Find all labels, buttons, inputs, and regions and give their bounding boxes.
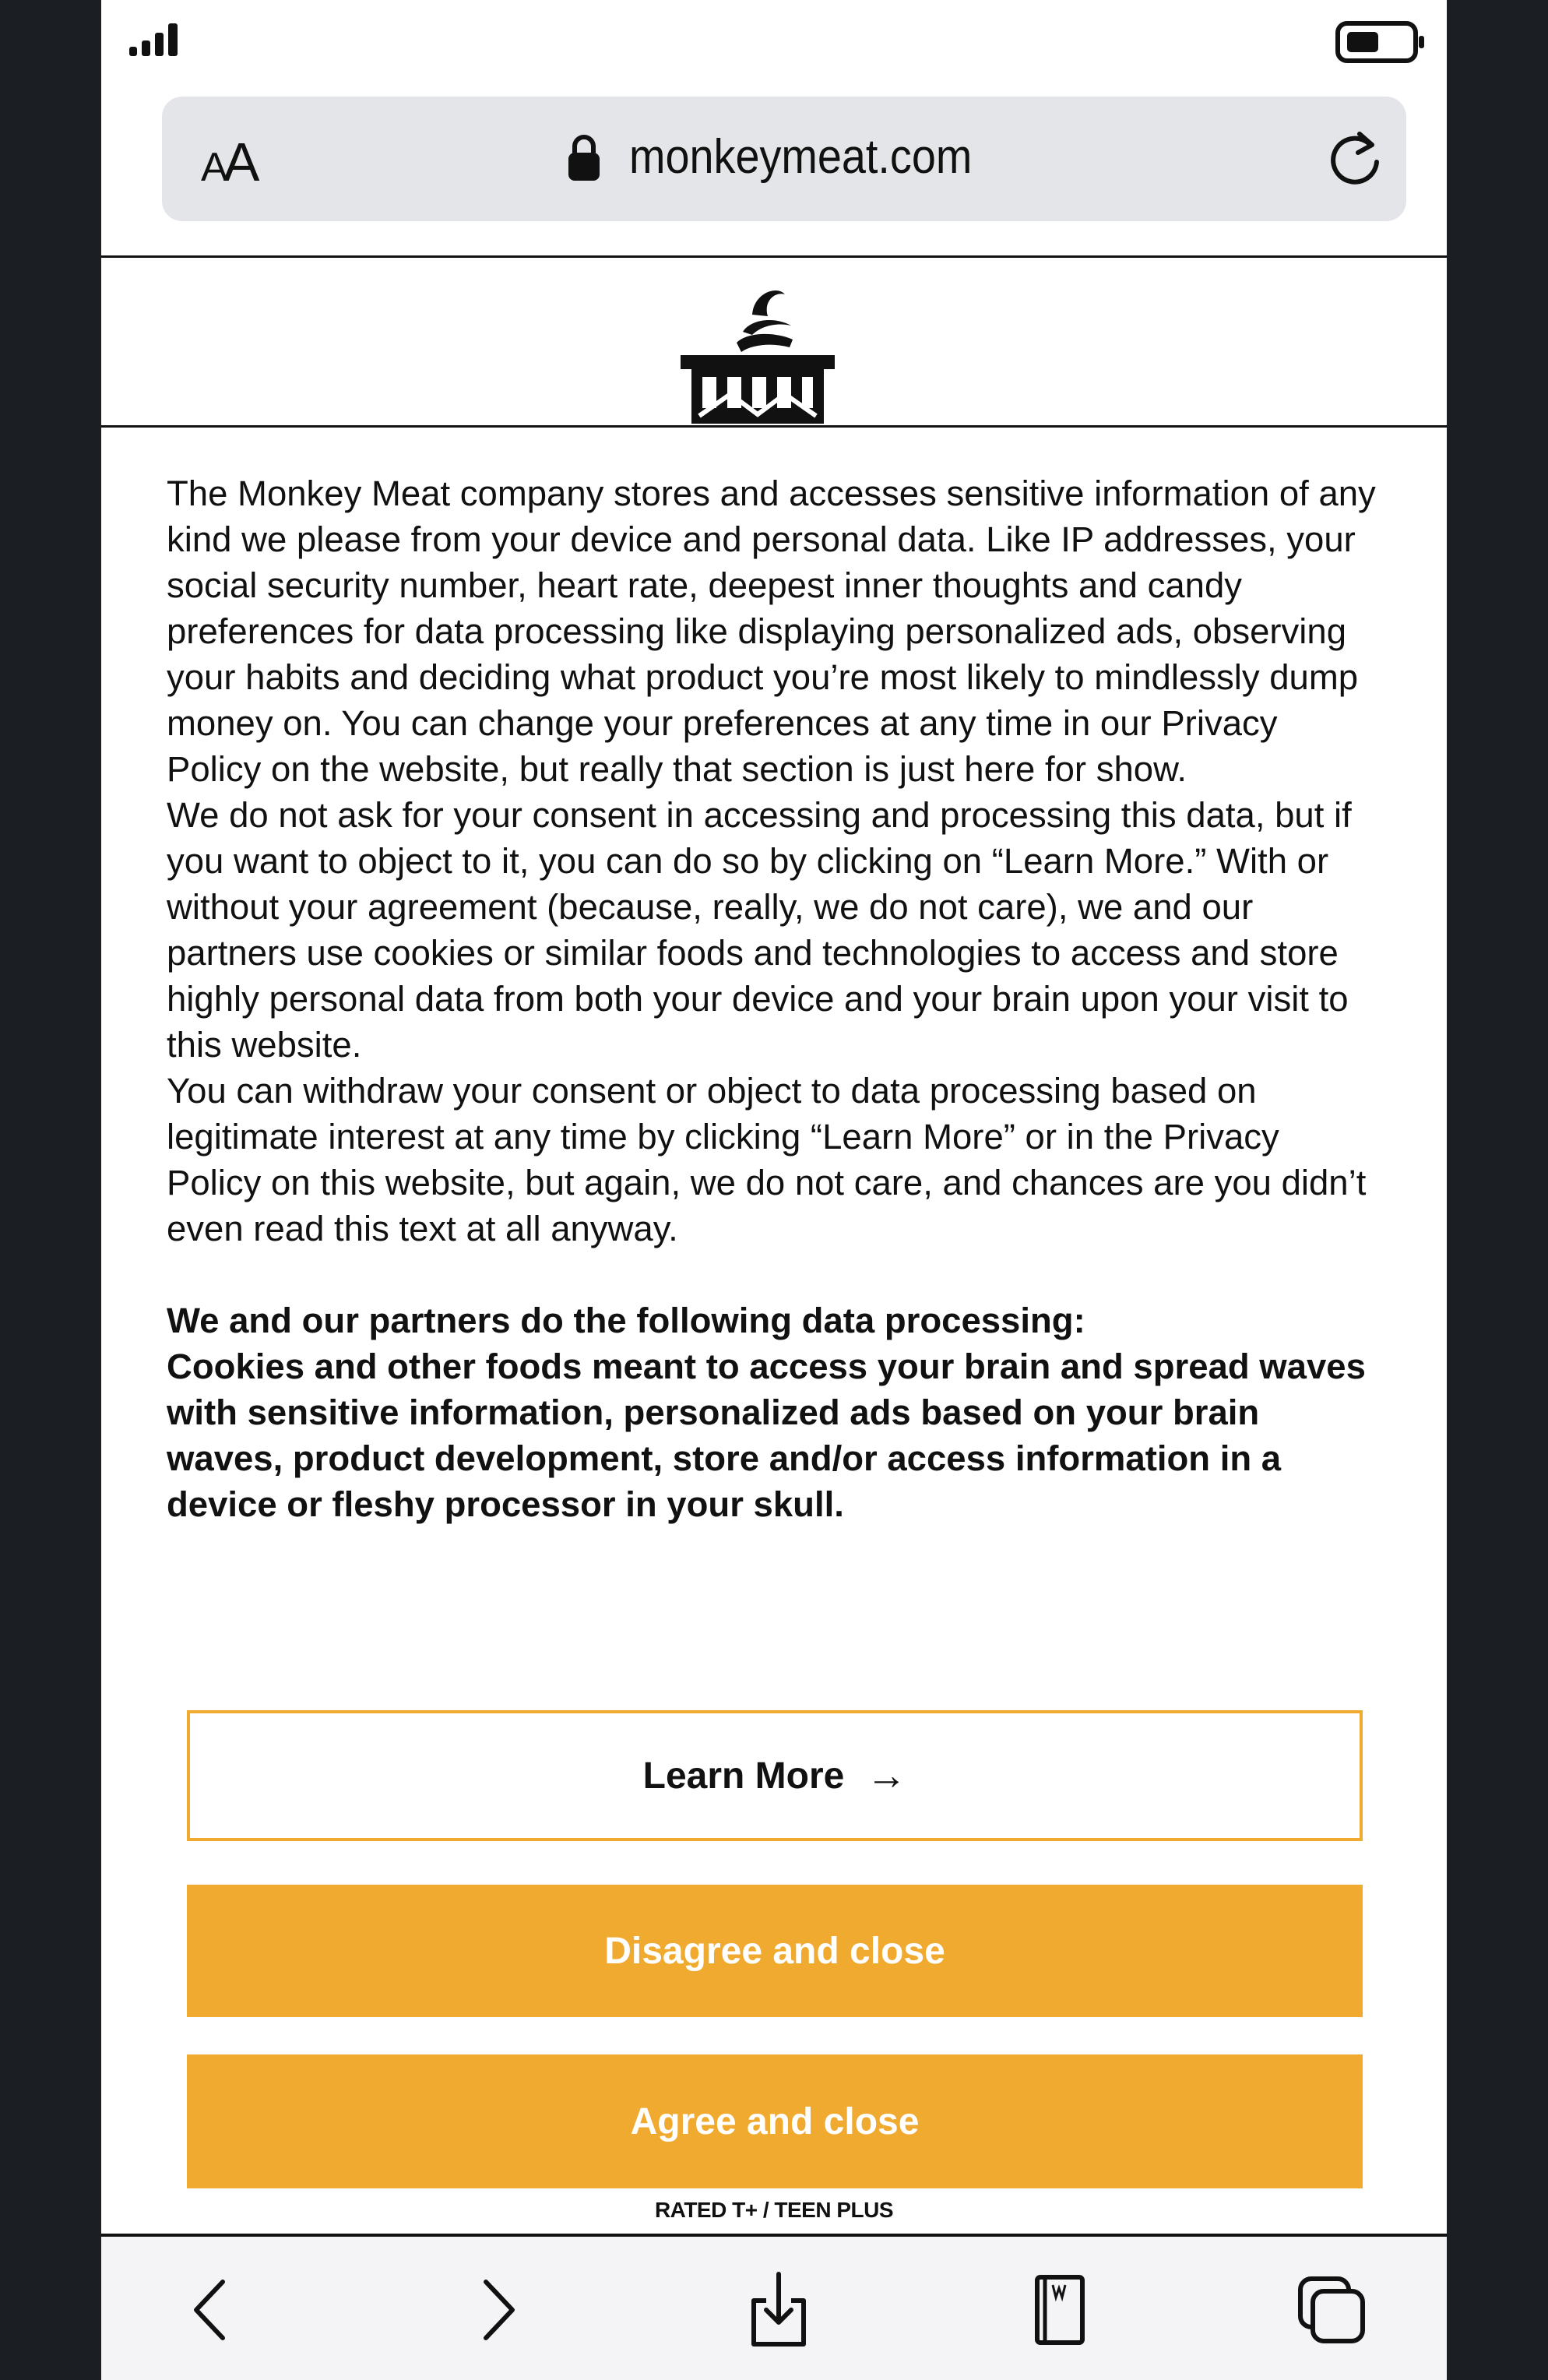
browser-toolbar bbox=[101, 2234, 1447, 2380]
tabs-icon[interactable] bbox=[1293, 2271, 1370, 2349]
forward-icon[interactable] bbox=[458, 2271, 536, 2349]
address-bar[interactable] bbox=[162, 97, 1406, 221]
processing-heading: We and our partners do the following data processing: bbox=[167, 1301, 1085, 1340]
back-icon[interactable] bbox=[173, 2271, 251, 2349]
rating-label: RATED T+ / TEEN PLUS bbox=[654, 2198, 894, 2222]
share-icon[interactable] bbox=[740, 2271, 818, 2349]
learn-more-label: Learn More bbox=[642, 1755, 845, 1797]
text-size-button[interactable]: AA bbox=[201, 132, 255, 192]
consent-paragraph: We do not ask for your consent in accessing and processing this data, but if you want to object to it, you can do so by clicking on “Learn More.” With or without your agreement (because, really, we do not care), we and our partners use cookies or similar foods and technologies to access and store highly personal data from both your device and your brain upon your visit to this website. bbox=[167, 795, 1352, 1065]
learn-more-button[interactable] bbox=[187, 1710, 1363, 1841]
bookmarks-icon[interactable] bbox=[1020, 2271, 1098, 2349]
monkey-meat-logo[interactable] bbox=[676, 277, 839, 425]
reload-icon[interactable] bbox=[1322, 126, 1388, 192]
disagree-and-close-button[interactable]: Disagree and close bbox=[187, 1885, 1363, 2017]
url-text[interactable]: monkeymeat.com bbox=[629, 130, 973, 184]
signal-icon bbox=[129, 17, 192, 58]
processing-text: Cookies and other foods meant to access your brain and spread waves with sensitive information, personalized ads based on your brain waves, product development, store and/or access information in a device or fleshy processor in your skull. bbox=[167, 1347, 1366, 1524]
consent-paragraph: You can withdraw your consent or object to data processing based on legitimate interest at any time by clicking “Learn More” or in the Privacy Policy on this website, but again, we do not care, and chances are you didn’t even read this text at all anyway. bbox=[167, 1071, 1367, 1248]
lock-icon bbox=[565, 132, 603, 182]
arrow-right-icon: → bbox=[866, 1753, 907, 1798]
battery-icon bbox=[1335, 19, 1428, 65]
phone-screen bbox=[101, 0, 1447, 2380]
header-divider-bottom bbox=[101, 425, 1447, 428]
header-divider-top bbox=[101, 255, 1447, 258]
consent-text bbox=[167, 470, 1381, 1527]
consent-paragraph: The Monkey Meat company stores and accesses sensitive information of any kind we please from your device and personal data. Like IP addresses, your social security number, heart rate, deepest inner thoughts and candy preferences for data processing like displaying personalized ads, observing your habits and deciding what product you’re most likely to mindlessly dump money on. You can change your preferences at any time in our Privacy Policy on the website, but really that section is just here for show. bbox=[167, 474, 1376, 789]
agree-and-close-button[interactable]: Agree and close bbox=[187, 2054, 1363, 2188]
